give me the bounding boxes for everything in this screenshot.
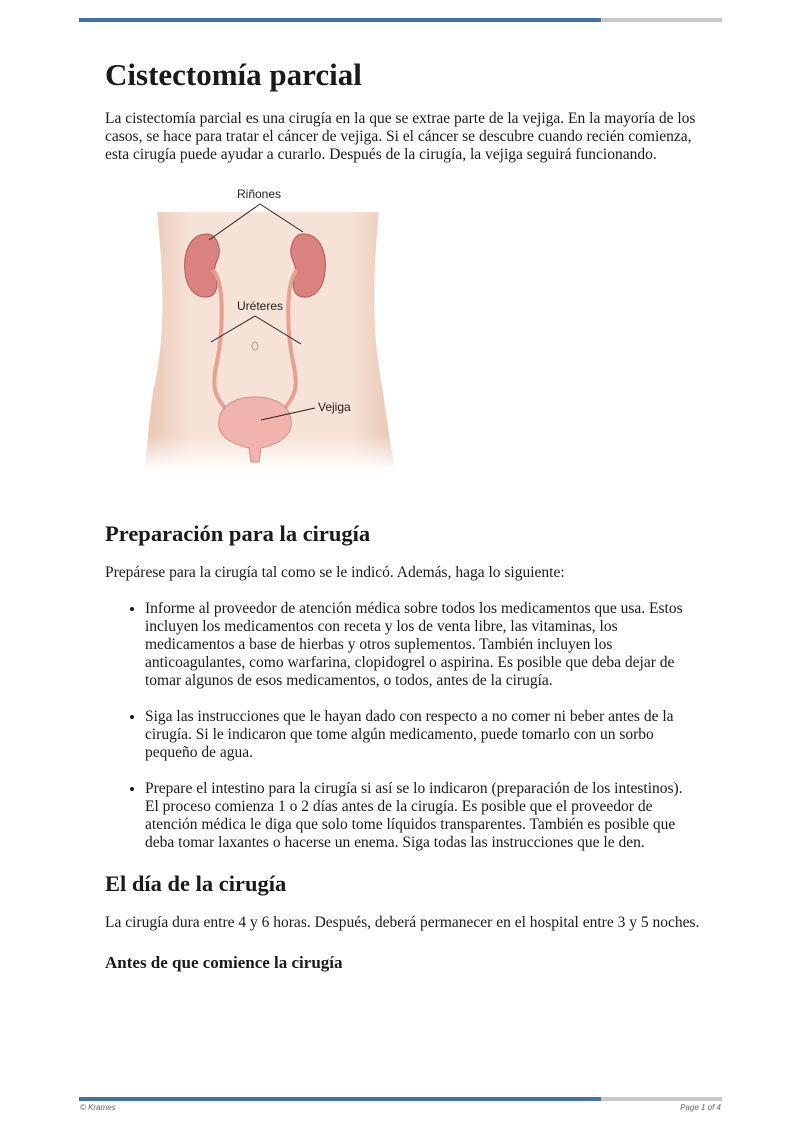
anatomy-svg bbox=[145, 182, 395, 470]
surgery-day-text: La cirugía dura entre 4 y 6 horas. Después, deberá permanecer en el hospital entre 3 y 5 noches. bbox=[105, 914, 700, 931]
intro-paragraph: La cistectomía parcial es una cirugía en la que se extrae parte de la vejiga. En la mayoría de los casos, se hace para tratar el cáncer de vejiga. Si el cáncer se descubre cuando recién comienza, esta cirugía puede ayudar a curarlo. Después de la cirugía, la vejiga seguirá funcionando. bbox=[105, 110, 696, 163]
list-item: • Informe al proveedor de atención médica sobre todos los medicamentos que usa. Estos incluyen los medicamentos con receta y los de venta libre, las vitaminas, los medicamentos a base de hierbas y otros suplementos. También incluyen los anticoagulantes, como warfarina, clopidogrel o aspirina. Es posible que deba dejar de tomar algunos de esos medicamentos, o todos, antes de la cirugía. bbox=[145, 600, 700, 690]
bladder-label: Vejiga bbox=[318, 400, 351, 414]
preparation-list bbox=[105, 600, 700, 852]
page-title: Cistectomía parcial bbox=[105, 57, 362, 92]
footer-rule bbox=[79, 1097, 722, 1101]
page-content bbox=[105, 56, 700, 974]
ureters-label: Uréteres bbox=[237, 299, 284, 313]
footer-page-number: Page 1 of 4 bbox=[680, 1103, 721, 1112]
preparation-heading: Preparación para la cirugía bbox=[105, 521, 371, 546]
left-kidney bbox=[185, 234, 220, 297]
footer-rule-gray bbox=[601, 1097, 722, 1101]
before-surgery-subheading: Antes de que comience la cirugía bbox=[105, 953, 343, 972]
footer-rule-blue bbox=[79, 1097, 601, 1101]
urinary-system-illustration bbox=[145, 182, 395, 470]
list-item: • Prepare el intestino para la cirugía si así se lo indicaron (preparación de los intestinos). El proceso comienza 1 o 2 días antes de la cirugía. Es posible que el proveedor de atención médica le diga que solo tome líquidos transparentes. También es posible que deba tomar laxantes o hacerse un enema. Siga todas las instrucciones que le den. bbox=[145, 780, 700, 852]
header-rule-blue bbox=[79, 18, 601, 22]
header-rule-gray bbox=[601, 18, 722, 22]
footer-copyright: © Krames bbox=[80, 1103, 116, 1112]
right-kidney bbox=[291, 234, 326, 297]
kidneys-label: Riñones bbox=[237, 187, 282, 201]
preparation-intro: Prepárese para la cirugía tal como se le indicó. Además, haga lo siguiente: bbox=[105, 564, 565, 581]
list-item: • Siga las instrucciones que le hayan dado con respecto a no comer ni beber antes de la cirugía. Si le indicaron que tome algún medicamento, puede tomarlo con un sorbo pequeño de agua. bbox=[145, 708, 700, 762]
header-rule bbox=[79, 18, 722, 22]
surgery-day-heading: El día de la cirugía bbox=[105, 871, 287, 896]
